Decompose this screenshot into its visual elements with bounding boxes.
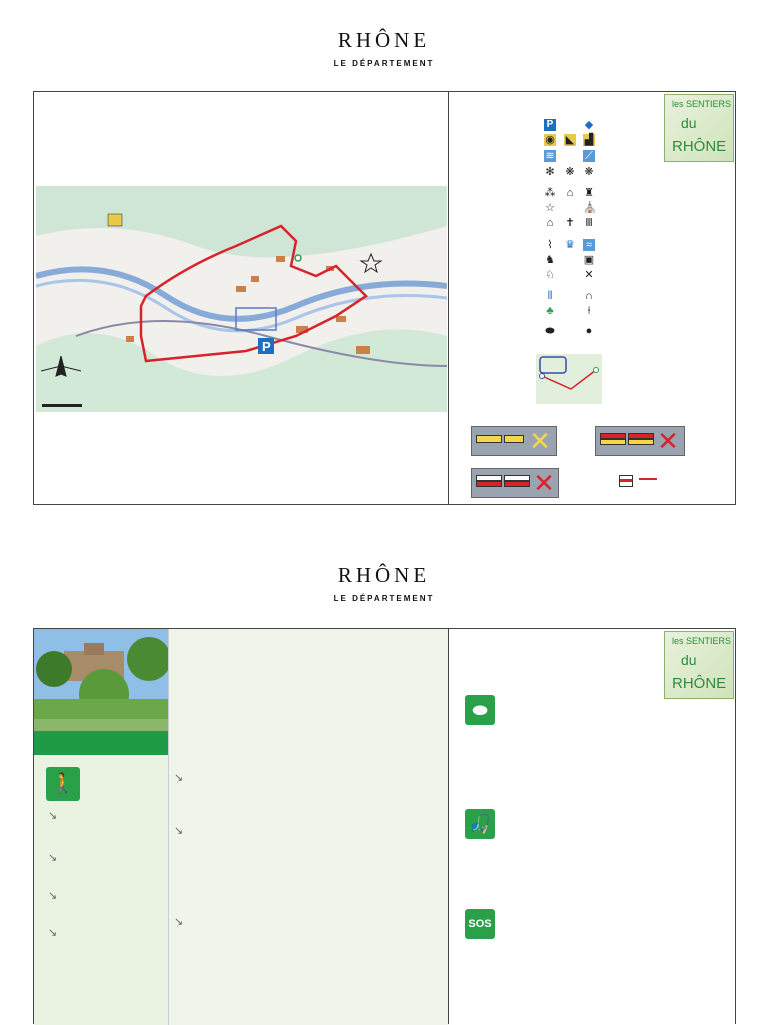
walker-icon: ♞ — [545, 254, 555, 266]
bullet-arrow-icon: ↘ — [174, 825, 184, 837]
windmill-icon: ⍿ — [587, 305, 591, 317]
info-icon: ▣ — [583, 254, 595, 266]
sentiers-badge-2: les SENTIERS du RHÔNE — [664, 631, 734, 699]
sentiers-badge: les SENTIERS du RHÔNE — [664, 94, 734, 162]
ruin-icon: ◣ — [565, 134, 575, 146]
panel-divider-2 — [448, 629, 449, 1024]
diamond-icon: ◆ — [584, 119, 594, 131]
bullet-arrow-icon: ↘ — [48, 810, 58, 822]
brand-subtitle-2: LE DÉPARTEMENT — [333, 594, 435, 603]
no-entry-icon: ✕ — [584, 269, 594, 281]
bottom-logo — [0, 563, 768, 603]
castle-icon: ♛ — [565, 239, 575, 251]
village-photo — [34, 629, 168, 731]
main-column — [168, 629, 449, 1025]
star-icon: ☆ — [545, 202, 555, 214]
map-panel — [33, 91, 736, 505]
cross-icon: ✝ — [565, 217, 575, 229]
chapel-icon: ⌂ — [566, 187, 574, 199]
legend-route-sample — [536, 354, 602, 404]
landscape-icon: ≋ — [545, 150, 555, 162]
sos-icon: SOS — [465, 909, 495, 939]
route-map[interactable] — [36, 186, 447, 412]
marker-red-yellow-swatch: ✕ — [595, 426, 685, 456]
brand-subtitle: LE DÉPARTEMENT — [333, 59, 435, 68]
hiker-icon: 🚶 — [46, 767, 80, 801]
fish-icon: ⌇ — [547, 239, 553, 251]
dot-icon: ● — [585, 325, 593, 337]
bridge-icon: ▟ — [584, 134, 594, 146]
parking-icon: P — [544, 119, 556, 131]
bullet-arrow-icon: ↘ — [48, 852, 58, 864]
map-parking-label: P — [262, 339, 271, 354]
mouse-icon: ⬬ — [465, 695, 495, 725]
stone-icon: ⬬ — [545, 325, 555, 337]
info-panel — [33, 628, 736, 1024]
brand-name: RHÔNE — [337, 28, 431, 52]
marker-red-line — [639, 478, 657, 480]
horse-icon: ♘ — [545, 269, 555, 281]
water-icon: ≈ — [583, 239, 595, 251]
brand-name-2: RHÔNE — [337, 563, 431, 587]
marker-red-white-swatch: ✕ — [471, 468, 559, 498]
top-logo — [0, 28, 768, 68]
marker-small-swatch — [619, 475, 633, 487]
arch-icon: ∩ — [585, 290, 593, 302]
flower-icon: ❋ — [565, 166, 575, 178]
sidebar-band — [34, 731, 168, 755]
bullet-arrow-icon: ↘ — [48, 927, 58, 939]
marker-yellow-swatch: ✕ — [471, 426, 557, 456]
house-icon: ⌂ — [546, 217, 554, 229]
bullet-arrow-icon: ↘ — [48, 890, 58, 902]
tower-icon: ♜ — [584, 187, 594, 199]
climb-icon: ⟋ — [583, 150, 595, 162]
viewpoint-icon: ◉ — [545, 134, 555, 146]
aqueduct-icon: Ⅲ — [585, 217, 593, 229]
bullet-arrow-icon: ↘ — [174, 772, 184, 784]
flower2-icon: ❋ — [584, 166, 594, 178]
animal-icon: ⁂ — [544, 187, 556, 199]
plant-icon: ✻ — [545, 166, 555, 178]
tree-icon: ♣ — [546, 305, 554, 317]
panel-divider — [448, 92, 449, 504]
church-icon: ⛪ — [583, 202, 597, 214]
bullet-arrow-icon: ↘ — [174, 916, 184, 928]
fishing-icon: 🎣 — [465, 809, 495, 839]
waterfall-icon: ⦀ — [547, 290, 553, 302]
